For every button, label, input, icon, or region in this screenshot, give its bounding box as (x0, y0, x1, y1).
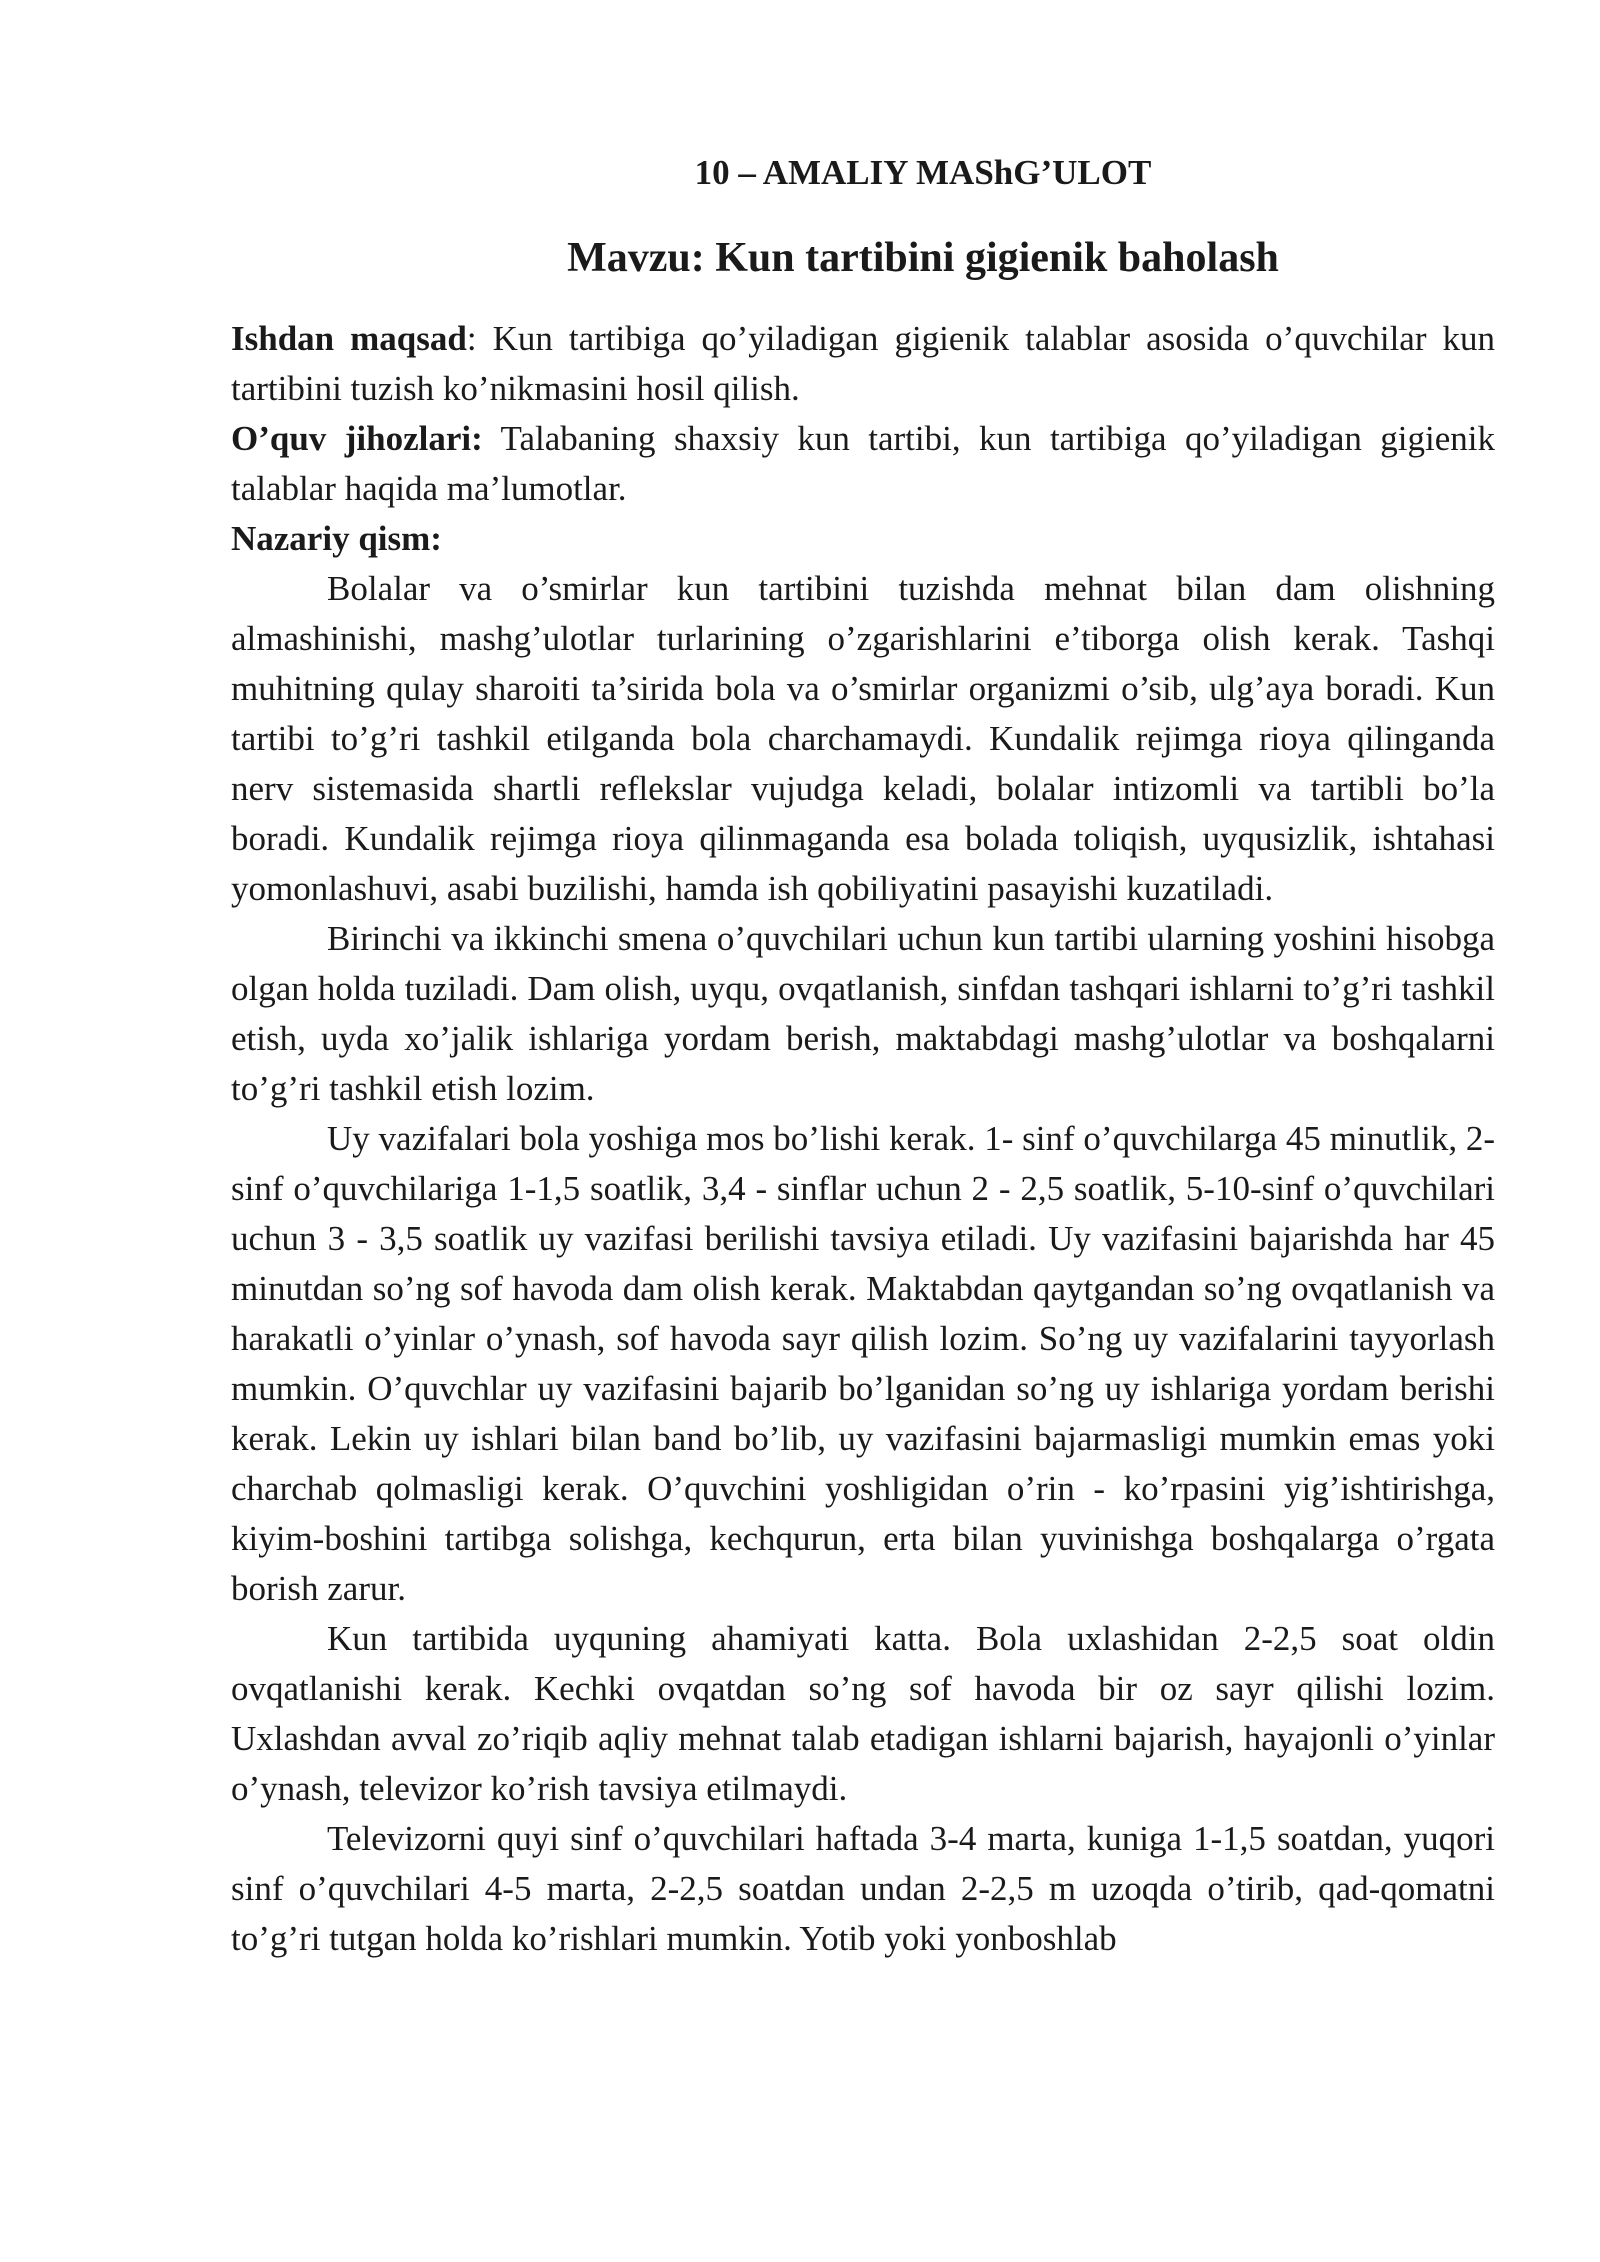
body-paragraph-4: Kun tartibida uyquning ahamiyati katta. Bola uxlashidan 2-2,5 soat oldin ovqatlanishi kerak. Kechki ovqatdan so’ng sof havoda bir oz sayr qilishi lozim. Uxlashdan avval zo’riqib aqliy mehnat talab etadigan ishlarni bajarish, hayajonli o’yinlar o’ynash, televizor ko’rish tavsiya etilmaydi. (231, 1619, 1495, 1808)
document-title: 10 – AMALIY MAShG’ULOT (694, 153, 1152, 192)
equipment-text: Talabaning shaxsiy kun tartibi, kun tartibiga qo’yiladigan gigienik talablar haqida ma’lumotlar. (231, 419, 1496, 508)
goal-separator: : (466, 319, 477, 358)
goal-paragraph (231, 314, 1495, 414)
topic-heading: Mavzu: Kun tartibini gigienik baholash (567, 235, 1279, 281)
body-paragraph-1: Bolalar va o’smirlar kun tartibini tuzishda mehnat bilan dam olishning almashinishi, mashg’ulotlar turlarining o’zgarishlarini e’tiborga olish kerak. Tashqi muhitning qulay sharoiti ta’sirida bola va o’smirlar organizmi o’sib, ulg’aya boradi. Kun tartibi to’g’ri tashkil etilganda bola charchamaydi. Kundalik rejimga rioya qilinganda nerv sistemasida shartli reflekslar vujudga keladi, bolalar intizomli va tartibli bo’la boradi. Kundalik rejimga rioya qilinmaganda esa bolada toliqish, uyqusizlik, ishtahasi yomonlashuvi, asabi buzilishi, hamda ish qobiliyatini pasayishi kuzatiladi. (231, 569, 1495, 908)
goal-label: Ishdan maqsad (231, 319, 467, 358)
equipment-paragraph (231, 414, 1495, 514)
equipment-label: O’quv jihozlari: (231, 419, 483, 458)
body-paragraph-3: Uy vazifalari bola yoshiga mos bo’lishi kerak. 1- sinf o’quvchilarga 45 minutlik, 2-sinf o’quvchilariga 1-1,5 soatlik, 3,4 - sinflar uchun 2 - 2,5 soatlik, 5-10-sinf o’quvchilari uchun 3 - 3,5 soatlik uy vazifasi berilishi tavsiya etiladi. Uy vazifasini bajarishda har 45 minutdan so’ng sof havoda dam olish kerak. Maktabdan qaytgandan so’ng ovqatlanish va harakatli o’yinlar o’ynash, sof havoda sayr qilish lozim. So’ng uy vazifalarini tayyorlash mumkin. O’quvchlar uy vazifasini bajarib bo’lganidan so’ng uy ishlariga yordam berishi kerak. Lekin uy ishlari bilan band bo’lib, uy vazifasini bajarmasligi mumkin emas yoki charchab qolmasligi kerak. O’quvchini yoshligidan o’rin - ko’rpasini yig’ishtirishga, kiyim-boshini tartibga solishga, kechqurun, erta bilan yuvinishga boshqalarga o’rgata borish zarur. (231, 1119, 1495, 1608)
body-paragraph-5: Televizorni quyi sinf o’quvchilari haftada 3-4 marta, kuniga 1-1,5 soatdan, yuqori sinf o’quvchilari 4-5 marta, 2-2,5 soatdan undan 2-2,5 m uzoqda o’tirib, qad-qomatni to’g’ri tutgan holda ko’rishlari mumkin. Yotib yoki yonboshlab (231, 1819, 1495, 1958)
theory-label: Nazariy qism: (231, 519, 442, 558)
body-paragraph-2: Birinchi va ikkinchi smena o’quvchilari uchun kun tartibi ularning yoshini hisobga olgan holda tuziladi. Dam olish, uyqu, ovqatlanish, sinfdan tashqari ishlarni to’g’ri tashkil etish, uyda xo’jalik ishlariga yordam berish, maktabdagi mashg’ulotlar va boshqalarni to’g’ri tashkil etish lozim. (231, 919, 1495, 1108)
document-page (231, 148, 1495, 1964)
goal-text: Kun tartibiga qo’yiladigan gigienik talablar asosida o’quvchilar kun tartibini tuzish ko’nikmasini hosil qilish. (231, 319, 1496, 408)
